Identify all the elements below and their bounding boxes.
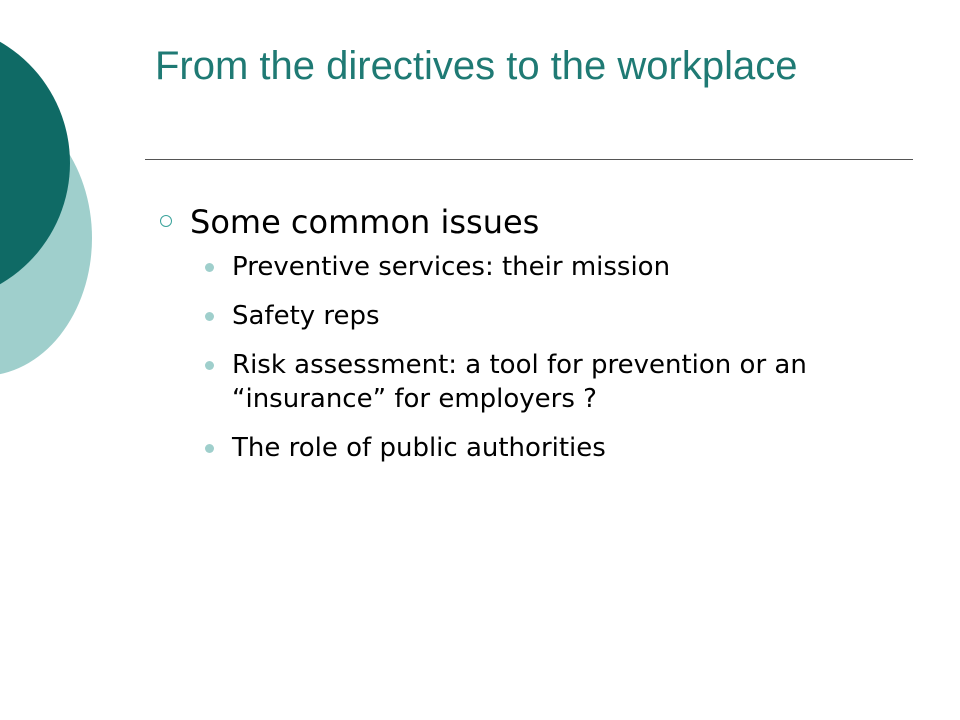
list-item [150,299,910,333]
title-divider [145,159,913,160]
main-bullet-text: Some common issues [190,203,540,241]
list-item [150,348,910,416]
list-item-text: Safety reps [232,301,380,331]
decorative-circles [0,0,100,400]
ring-bullet-icon [160,215,172,227]
slide-title: From the directives to the workplace [155,44,798,88]
list-item-text: The role of public authorities [232,433,606,463]
dot-bullet-icon [205,444,214,453]
list-item [150,431,910,465]
main-bullet [150,196,910,248]
slide-body [150,196,910,480]
list-item-text: Preventive services: their mission [232,252,671,282]
dot-bullet-icon [205,361,214,370]
sub-bullet-list [150,250,910,465]
list-item-text: Risk assessment: a tool for prevention or an “insurance” for employers ? [232,350,807,414]
dot-bullet-icon [205,312,214,321]
list-item [150,250,910,284]
dot-bullet-icon [205,263,214,272]
